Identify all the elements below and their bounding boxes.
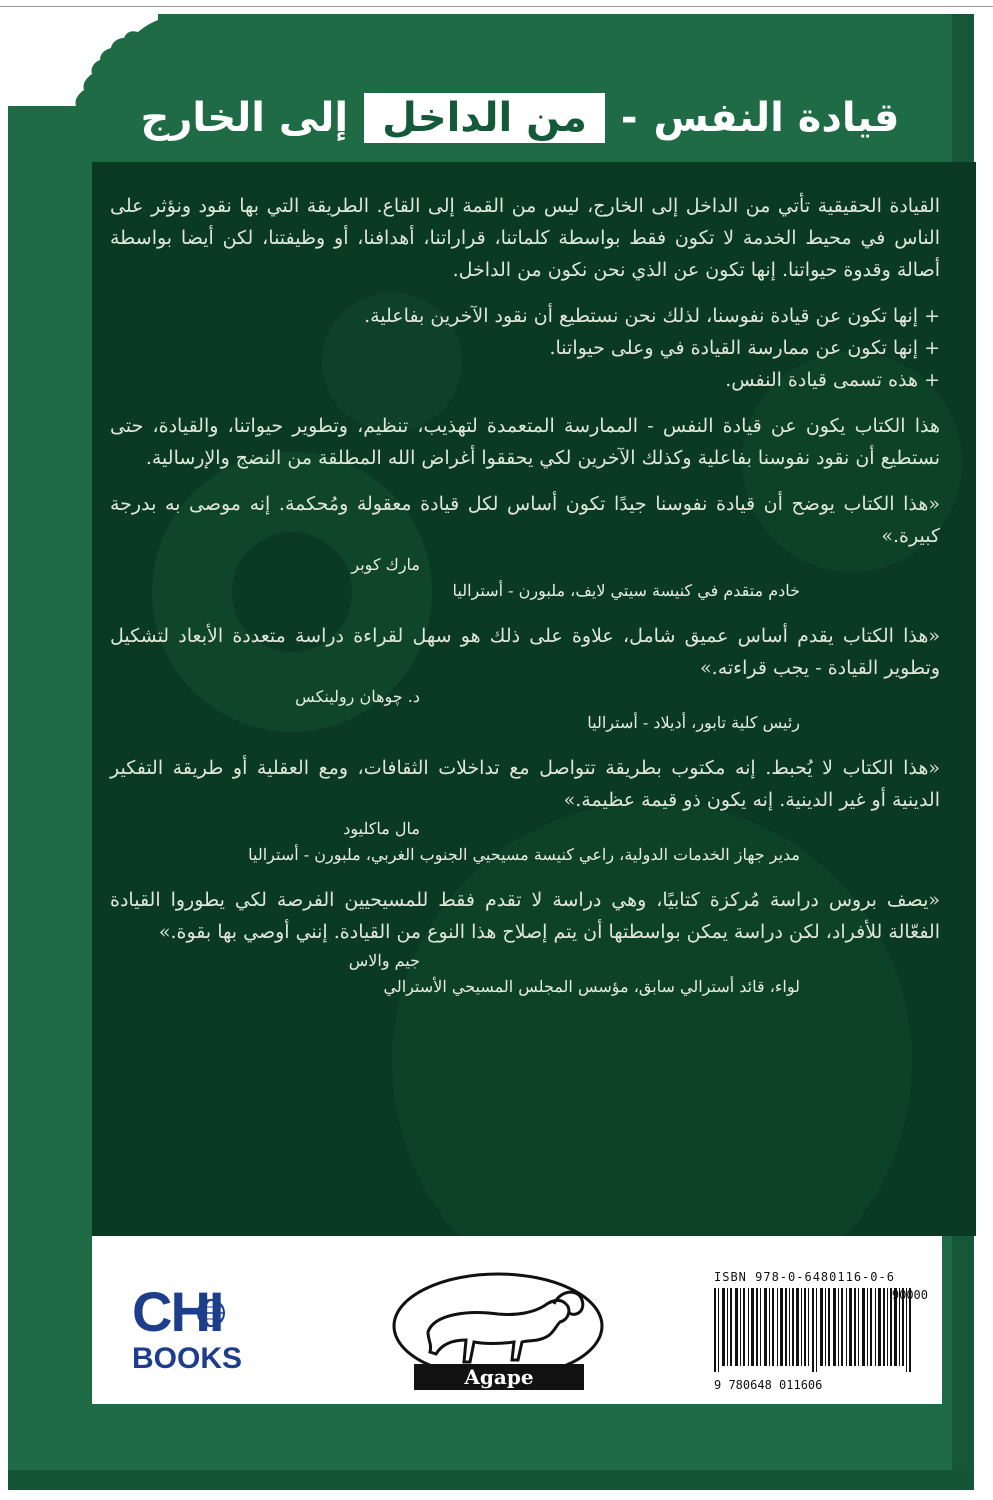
- bottom-shade: [8, 1470, 974, 1490]
- endorsement-text: «يصف بروس دراسة مُركزة كتابيًا، وهي دراسة لا تقدم فقط للمسيحيين الفرصة لكي يطوروا القيادة الفعّالة للأفراد، لكن دراسة يمكن بواسطتها أن يتم إصلاح هذا النوع من القيادة. إنني أوصي بها بقوة.»: [110, 889, 940, 943]
- gear-teeth-decoration: [8, 14, 158, 134]
- bullet-item: + هذه تسمى قيادة النفس.: [725, 369, 940, 391]
- endorsement-text: «هذا الكتاب لا يُحبط. إنه مكتوب بطريقة تتواصل مع تداخلات الثقافات، ومع العقلية أو طريقة التفكير الدينية أو غير الدينية. إنه يكون ذو قيمة عظيمة.»: [110, 757, 940, 811]
- isbn-label: ISBN 978-0-6480116-0-6: [714, 1270, 895, 1284]
- title-part-2: إلى الخارج: [140, 95, 349, 141]
- endorsement: [110, 620, 940, 736]
- title-highlight-box: من الداخل: [364, 93, 605, 143]
- globe-icon: [196, 1298, 226, 1328]
- bullet-list: [110, 300, 940, 396]
- endorsement-role: خادم متقدم في كنيسة سيتي لايف، ملبورن - أستراليا: [452, 581, 800, 600]
- endorsement-text: «هذا الكتاب يوضح أن قيادة نفوسنا جيدًا تكون أساس لكل قيادة معقولة ومُحكمة. إنه موصى به بدرجة كبيرة.»: [110, 493, 940, 547]
- endorsement-role: مدير جهاز الخدمات الدولية، راعي كنيسة مسيحيي الجنوب الغربي، ملبورن - أستراليا: [248, 845, 800, 864]
- cover-title: [140, 88, 900, 148]
- endorsement-role: لواء، قائد أسترالي سابق، مؤسس المجلس المسيحي الأسترالي: [383, 977, 800, 996]
- title-part-1: قيادة النفس: [653, 95, 900, 141]
- bullet-item: + إنها تكون عن ممارسة القيادة في وعلى حيواتنا.: [549, 337, 940, 359]
- title-dash: -: [620, 95, 638, 141]
- endorsement-author: جيم والاس: [348, 951, 420, 970]
- endorsement-author: د. چوهان رولينكس: [295, 687, 420, 706]
- price-code: 90000: [891, 1288, 928, 1302]
- publisher-strip: [92, 1236, 942, 1404]
- endorsement-author: مال ماكليود: [343, 819, 420, 838]
- endorsement-role: رئيس كلية تابور، أديلاد - أستراليا: [587, 713, 800, 732]
- barcode: [714, 1270, 928, 1400]
- chi-books-logo: [132, 1282, 282, 1402]
- endorsement: [110, 488, 940, 604]
- chi-logo-bottom: BOOKS: [132, 1342, 243, 1375]
- endorsement-text: «هذا الكتاب يقدم أساس عميق شامل، علاوة على ذلك هو سهل لقراءة دراسة متعددة الأبعاد لتشكيل وتطوير القيادة - يجب قراءته.»: [110, 625, 940, 679]
- agape-label: Agape: [414, 1364, 584, 1390]
- summary-paragraph: هذا الكتاب يكون عن قيادة النفس - الممارسة المتعمدة لتهذيب، تنظيم، وتطوير حيواتنا، والقيادة، حتى نستطيع أن نقود نفوسنا بفاعلية وكذلك الآخرين لكي يحققوا أغراض الله المطلقة من النضج والإرسالية.: [110, 415, 940, 469]
- endorsement: [110, 752, 940, 868]
- bullet-item: + إنها تكون عن قيادة نفوسنا، لذلك نحن نستطيع أن نقود الآخرين بفاعلية.: [364, 305, 940, 327]
- barcode-digits: 9 780648 011606: [714, 1378, 823, 1392]
- endorsement: [110, 884, 940, 1000]
- chi-logo-text: CHI: [132, 1280, 223, 1343]
- top-border-line: [0, 6, 993, 7]
- intro-paragraph: القيادة الحقيقية تأتي من الداخل إلى الخارج، ليس من القمة إلى القاع. الطريقة التي بها نقود ونؤثر على الناس في محيط الخدمة لا تكون فقط بواسطة كلماتنا، قراراتنا، أهدافنا، أو وظيفتنا، لكن أيضا بواسطة أصالة وقدوة حيواتنا. إنها تكون عن الذي نحن نكون من الداخل.: [110, 195, 940, 281]
- back-cover-text: [110, 190, 940, 1016]
- endorsement-author: مارك كوبر: [351, 555, 420, 574]
